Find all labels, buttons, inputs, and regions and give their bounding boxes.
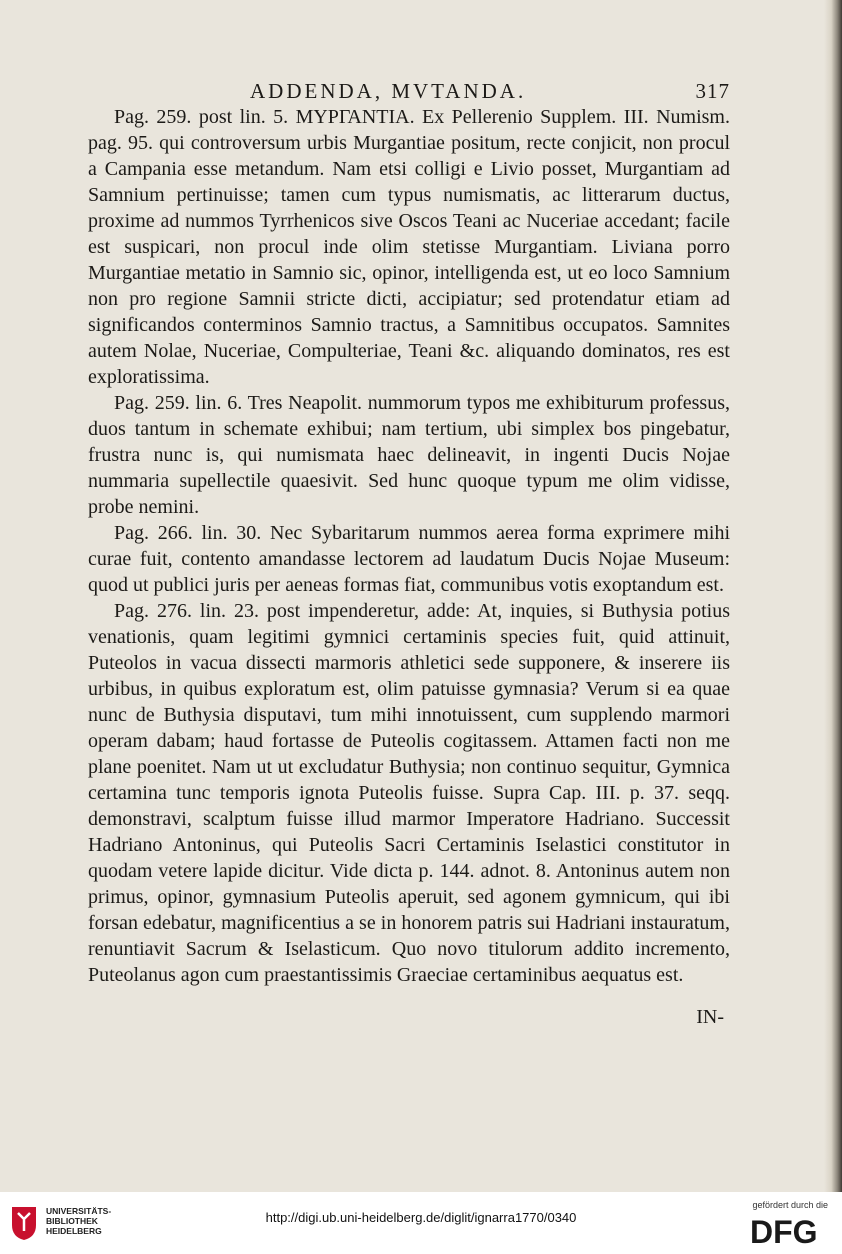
university-library-name: UNIVERSITÄTS- BIBLIOTHEK HEIDELBERG bbox=[46, 1206, 112, 1236]
book-spine-shadow bbox=[824, 0, 842, 1192]
catchword: IN- bbox=[696, 1006, 724, 1028]
paragraph-neapolit: Pag. 259. lin. 6. Tres Neapolit. nummorum typos me exhibiturum professus, duos tantum in schemate exhibui; nam tertium, ubi simplex bos pingebatur, frustra nunc is, qui numismata haec delineavit, in ingenti Ducis Nojae nummaria supellectile quaesivit. Sed hunc quoque typum me olim vidisse, probe nemini. bbox=[88, 392, 730, 518]
paragraph-murgantia: Pag. 259. post lin. 5. ΜΥΡΓΑΝΤΙΑ. Ex Pellerenio Supplem. III. Numism. pag. 95. qui controversum urbis Murgantiae positum, recte conjicit, non procul a Campania esse metandum. Nam etsi colligi e Livio posset, Murgantiam ad Samnium pertinuisse; tamen cum typus numismatis, ac litterarum ductus, proxime ad nummos Tyrrhenicos sive Oscos Teani ac Nuceriae accedant; facile est suspicari, non procul inde olim stetisse Murgantiam. Liviana porro Murgantiae metatio in Samnio sic, opinor, intelligenda est, ut eo loco Samnium non pro regione Samnii stricte dicti, accipiatur; sed protendatur etiam ad significandos conterminos Samnio tractus, a Samnitibus occupatos. Samnites autem Nolae, Nuceriae, Compulteriae, Teani &c. aliquando dominatos, res est exploratissima. bbox=[88, 106, 730, 388]
source-url[interactable]: http://digi.ub.uni-heidelberg.de/diglit/ignarra1770/0340 bbox=[265, 1210, 577, 1225]
dfg-logo-text: DFG bbox=[750, 1214, 818, 1247]
paragraph-buthysia: Pag. 276. lin. 23. post impenderetur, adde: At, inquies, si Buthysia potius venationis, quam legitimi gymnici certaminis species fuit, quid attinuit, Puteolos in vacua dissecti marmoris athletici sede supponere, & inserere iis urbibus, in quibus exploratum est, olim patuisse gymnasia? Verum si ea quae nunc de Buthysia disputavi, tum mihi innotuissent, cum supplendo marmori operam dabam; haud fortasse de Puteolis cogitassem. Attamen facti non me plane poenitet. Nam ut ut excludatur Buthysia; non continuo sequitur, Gymnica certamina tunc temporis ignota Puteolis fuisse. Supra Cap. III. p. 37. seqq. demonstravi, scalptum fuisse illud marmor Imperatore Hadriano. Successit Hadriano Antoninus, qui Puteolis Sacri Certaminis Iselastici constitutor in quodam vetere lapide dicitur. Vide dicta p. 144. adnot. 8. Antoninus autem non primus, opinor, gymnasium Puteolis aperuit, sed agonem gymnicum, qui ibi forsan edebatur, magnificentius a se in honorem patris sui Hadriani instauratum, renuntiavit Sacrum & Iselasticum. Quo novo titulorum addito incremento, Puteolanus agon cum praestantissimis Graeciae certaminibus aequatus est. bbox=[88, 600, 730, 986]
running-head-title: ADDENDA, MVTANDA. bbox=[250, 79, 527, 103]
running-head bbox=[88, 78, 730, 104]
paragraph-sybaritarum: Pag. 266. lin. 30. Nec Sybaritarum nummos aerea forma exprimere mihi curae fuit, contento amandasse lectorem ad laudatum Ducis Nojae Museum: quod ut publici juris per aeneas formas fiat, communibus votis exoptandum est. bbox=[88, 522, 730, 596]
page-number: 317 bbox=[695, 79, 730, 103]
funded-by-label: gefördert durch die bbox=[752, 1200, 828, 1210]
dfg-logo-icon bbox=[748, 1213, 828, 1247]
page-body bbox=[88, 78, 730, 1030]
